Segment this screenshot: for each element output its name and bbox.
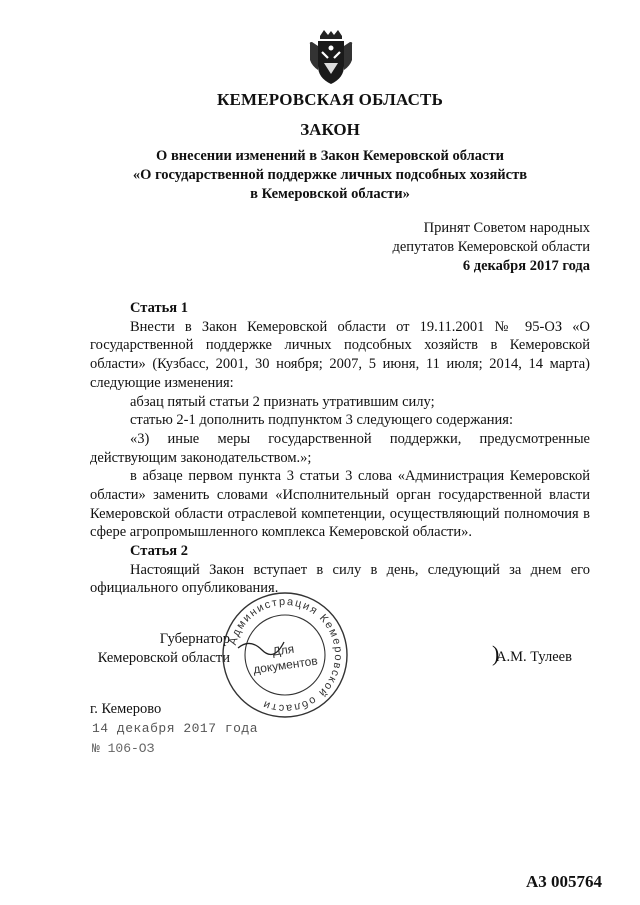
article-paragraph: «3) иные меры государственной поддержки, предусмотренные действующим законодательством.»; bbox=[90, 430, 590, 466]
signature-mark: ) bbox=[492, 641, 500, 666]
law-title: ЗАКОН bbox=[300, 120, 360, 139]
subtitle-line: О внесении изменений в Закон Кемеровской области bbox=[156, 148, 504, 164]
article-heading: Статья 1 bbox=[130, 300, 188, 316]
subtitle-line: в Кемеровской области» bbox=[250, 186, 410, 202]
signatory-name: А.М. Тулеев bbox=[496, 649, 572, 665]
adoption-date: 6 декабря 2017 года bbox=[462, 258, 590, 274]
article-paragraph: статью 2-1 дополнить подпунктом 3 следующего содержания: bbox=[130, 412, 513, 429]
official-stamp bbox=[220, 590, 350, 720]
document-serial: А3 005764 bbox=[525, 872, 602, 891]
adopted-line: Принят Советом народных bbox=[423, 220, 590, 236]
stamp-center-text: Для bbox=[271, 641, 296, 659]
adoption-block bbox=[330, 219, 590, 276]
stamp-center-text: документов bbox=[252, 653, 319, 677]
law-subtitle bbox=[40, 147, 620, 204]
signatory-title-line: Кемеровской области bbox=[97, 650, 230, 666]
article-heading: Статья 2 bbox=[130, 543, 188, 559]
signatory-title-line: Губернатор bbox=[159, 631, 230, 647]
law-number: № 106-ОЗ bbox=[92, 741, 155, 756]
signing-date: 14 декабря 2017 года bbox=[92, 721, 259, 736]
signatory-title bbox=[90, 630, 230, 668]
stamp-ring-text: Администрация Кемеровской области bbox=[227, 595, 345, 715]
place-of-signing: г. Кемерово bbox=[90, 701, 162, 717]
adopted-line: депутатов Кемеровской области bbox=[392, 239, 590, 255]
coat-of-arms-icon bbox=[308, 30, 354, 86]
region-title: КЕМЕРОВСКАЯ ОБЛАСТЬ bbox=[216, 90, 444, 109]
article-paragraph: в абзаце первом пункта 3 статьи 3 слова «Администрация Кемеровской области» заменить словами «Исполнительный орган государственной власти Кемеровской области отраслевой компетенции, осуществляющий полномочия в сфере агропромышленного комплекса Кемеровской области». bbox=[90, 468, 590, 541]
article-1 bbox=[90, 299, 590, 542]
article-paragraph: абзац пятый статьи 2 признать утратившим силу; bbox=[130, 393, 435, 410]
article-paragraph: Внести в Закон Кемеровской области от 19.11.2001 № 95-ОЗ «О государственной поддержке личных подсобных хозяйств в Кемеровской области» (Кузбасс, 2001, 30 ноября; 2007, 5 июня, 11 июля; 2014, 14 марта) следующие изменения: bbox=[90, 318, 590, 391]
article-paragraph: Настоящий Закон вступает в силу в день, следующий за днем его официального опубликования. bbox=[90, 561, 590, 597]
subtitle-line: «О государственной поддержке личных подсобных хозяйств bbox=[132, 167, 528, 183]
